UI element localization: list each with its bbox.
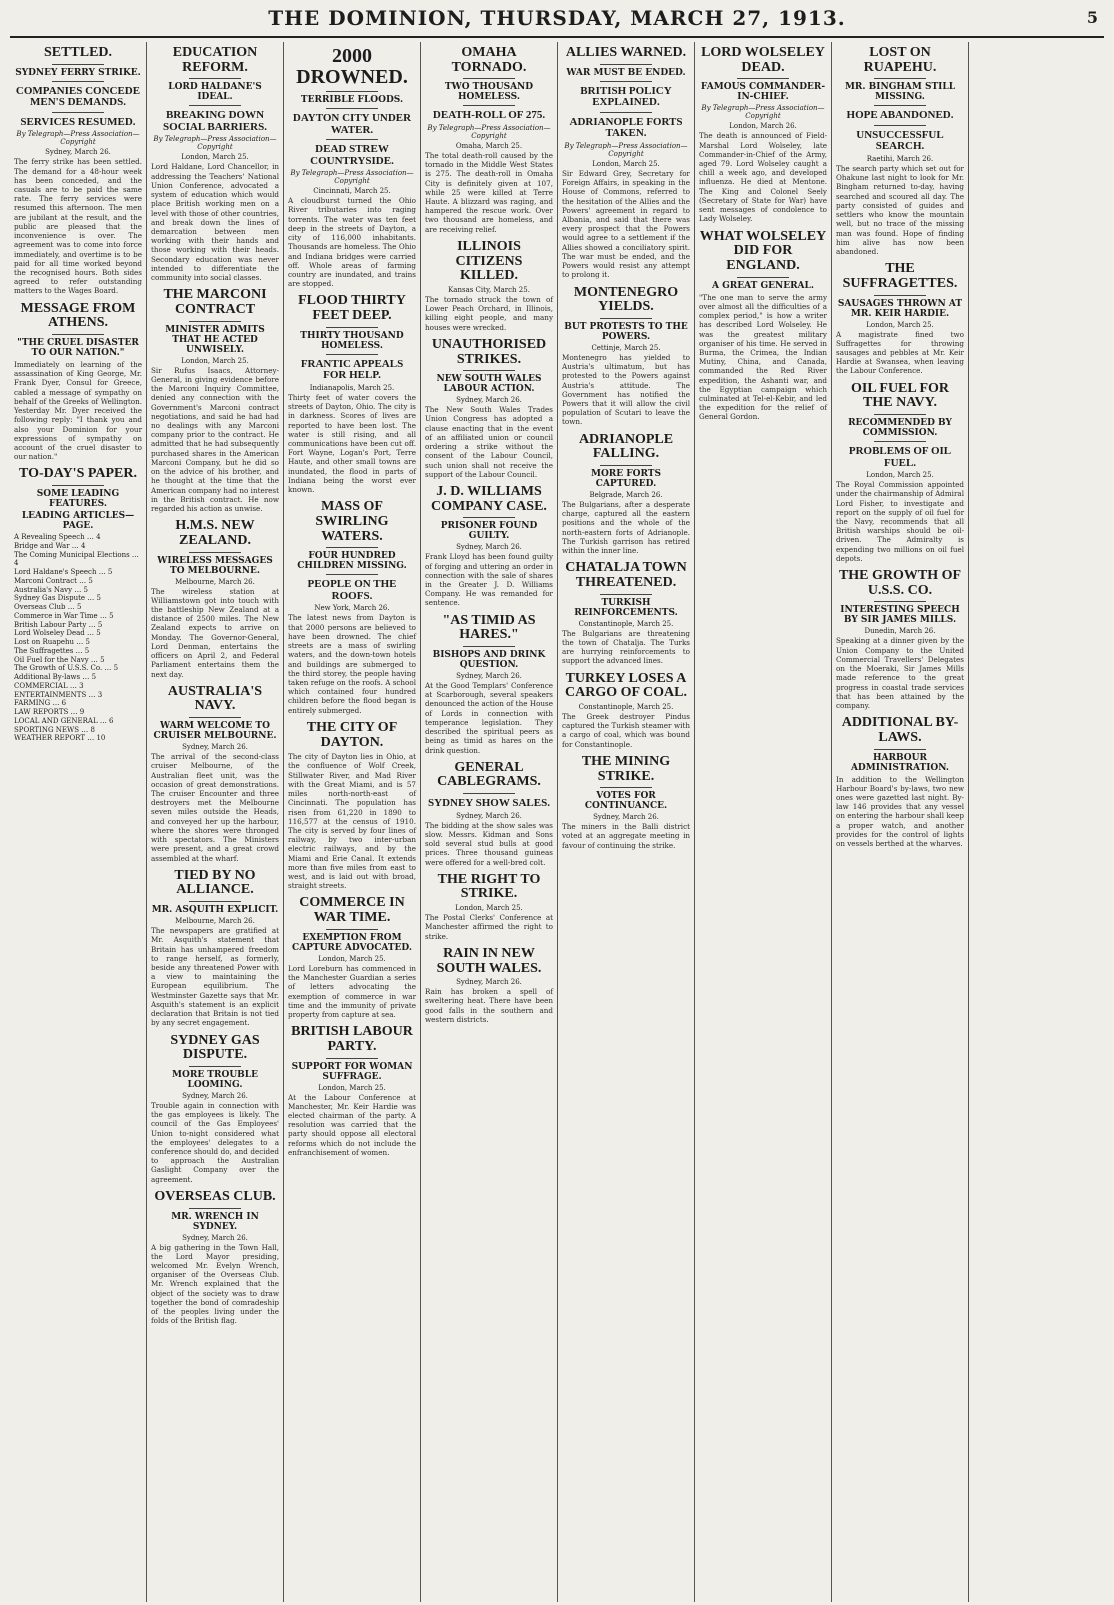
- dateline: London, March 25.: [866, 320, 934, 329]
- dateline: Dunedin, March 26.: [864, 627, 936, 636]
- dateline: Raetihi, March 26.: [866, 155, 934, 164]
- dateline: London, March 25.: [866, 471, 934, 480]
- subdeck: DAYTON CITY UNDER WATER.: [292, 112, 412, 136]
- story: [425, 485, 553, 608]
- body-text: A magistrate fined two Suffragettes for throwing sausages and pebbles at Mr. Keir Hardie at Swansea, when leaving the Labour Conference.: [836, 329, 964, 376]
- body-text: Sir Edward Grey, Secretary for Foreign Affairs, in speaking in the House of Commons, referred to the hesitation of the Allies and the Powers' agreement in regard to Albania, and said that there was every prospect that the Powers would agree to a settlement if the Allies showed a conciliatory spirit. The war must be ended, and the Powers would resist any attempt to prolong it.: [562, 168, 690, 280]
- subdeck: PEOPLE ON THE ROOFS.: [307, 578, 397, 602]
- credit-line: By Telegraph—Press Association—Copyright: [153, 135, 277, 152]
- rule: [874, 125, 925, 126]
- rule: [874, 78, 925, 79]
- headline: FLOOD THIRTY FEET DEEP.: [298, 293, 406, 324]
- contents-item: Lost on Ruapehu … 5: [14, 638, 90, 647]
- headline: CHATALJA TOWN THREATENED.: [565, 560, 687, 590]
- body-text: In addition to the Wellington Harbour Board's by-laws, two new ones were gazetted last night. By-law 146 provides that any vessel on entering the harbour shall keep a proper watch, and another provides for the control of lights on vessels berthed at the wharves.: [836, 774, 964, 849]
- subdeck: BREAKING DOWN SOCIAL BARRIERS.: [163, 109, 267, 133]
- rule: [52, 64, 103, 65]
- rule: [52, 485, 103, 486]
- rule: [600, 112, 651, 113]
- subdeck: PROBLEMS OF OIL FUEL.: [848, 445, 952, 469]
- story: [562, 561, 690, 665]
- subhead: SERVICES RESUMED.: [20, 115, 136, 128]
- story: [836, 569, 964, 710]
- deck: TERRIBLE FLOODS.: [300, 95, 404, 105]
- contents-item: Lord Wolseley Dead … 5: [14, 629, 101, 638]
- subhead: ADRIANOPLE FORTS TAKEN.: [569, 115, 683, 140]
- column-2: [147, 42, 284, 1602]
- story: [151, 46, 279, 282]
- contents-item: British Labour Party … 5: [14, 620, 103, 629]
- story: [562, 755, 690, 850]
- deck: WAR MUST BE ENDED.: [566, 67, 686, 78]
- story: [562, 46, 690, 280]
- headline: RAIN IN NEW SOUTH WALES.: [436, 945, 542, 976]
- contents-item: Oil Fuel for the Navy … 5: [14, 655, 105, 664]
- body-text: The bidding at the show sales was slow. Messrs. Kidman and Sons sold several stud bulls at good prices. Three thousand guineas were offered for a well-bred colt.: [425, 820, 553, 867]
- dateline: Constantinople, March 25.: [578, 619, 674, 628]
- contents-list: [14, 533, 142, 743]
- rule: [189, 105, 240, 106]
- contents-item: LOCAL AND GENERAL … 6: [14, 716, 114, 725]
- body-text: The ferry strike has been settled. The demand for a 48-hour week has been conceded, and the casuals are to be paid the same rate. The ferry services were resumed this afternoon. The men are jubilant at the result, and the public are pleased that the inconvenience is over. The agreement was to come into force immediately, and overtime is to be paid for all time worked beyond the recognised hours. Both sides agreed to refer outstanding matters to the Wages Board.: [14, 157, 142, 296]
- rule: [326, 108, 377, 109]
- headline: TURKEY LOSES A CARGO OF COAL.: [565, 670, 687, 701]
- story: [151, 685, 279, 863]
- story: [151, 869, 279, 1028]
- headline: ILLINOIS CITIZENS KILLED.: [455, 238, 523, 284]
- story: [288, 896, 416, 1019]
- headline: TO-DAY'S PAPER.: [19, 466, 137, 482]
- story: [836, 716, 964, 848]
- deck: WIRELESS MESSAGES TO MELBOURNE.: [157, 555, 273, 576]
- dateline: London, March 25.: [181, 153, 249, 162]
- dateline: London, March 25.: [318, 1083, 386, 1092]
- credit-line: By Telegraph—Press Association—Copyright: [564, 141, 688, 158]
- headline: OMAHA TORNADO.: [451, 45, 527, 75]
- page-number: 5: [1086, 8, 1098, 27]
- story: [425, 338, 553, 479]
- dateline: Sydney, March 26.: [456, 978, 522, 987]
- rule: [463, 78, 514, 79]
- story: [288, 46, 416, 288]
- contents-item: ENTERTAINMENTS … 3: [14, 690, 103, 699]
- rule: [326, 547, 377, 548]
- subdeck: COMPANIES CONCEDE MEN'S DEMANDS.: [15, 84, 141, 109]
- rule: [874, 295, 925, 296]
- masthead-title: THE DOMINION, THURSDAY, MARCH 27, 1913.: [268, 6, 846, 30]
- deck: WARM WELCOME TO CRUISER MELBOURNE.: [153, 721, 277, 742]
- headline: OVERSEAS CLUB.: [154, 1188, 276, 1204]
- contents-item: FARMING … 6: [14, 699, 67, 708]
- dateline: Omaha, March 25.: [455, 141, 523, 150]
- subdeck: FRANTIC APPEALS FOR HELP.: [300, 357, 404, 382]
- rule: [600, 318, 651, 319]
- subdeck: BRITISH POLICY EXPLAINED.: [580, 84, 672, 109]
- dateline: Constantinople, March 25.: [578, 702, 674, 711]
- deck: MR. WRENCH IN SYDNEY.: [171, 1211, 259, 1232]
- deck: PRISONER FOUND GUILTY.: [440, 521, 538, 542]
- headline: LORD WOLSELEY DEAD.: [701, 45, 825, 75]
- deck: A GREAT GENERAL.: [711, 280, 815, 291]
- headline: TIED BY NO ALLIANCE.: [174, 867, 256, 898]
- rule: [874, 105, 925, 106]
- story: [14, 467, 142, 743]
- body-text: The newspapers are gratified at Mr. Asquith's statement that Britain has unhampered freedom to range herself, as formerly, beside any threatened Power with a view to maintaining the European equilibrium. The Westminster Gazette says that Mr. Asquith's statement is an explicit declaration that Britain is not tied by any secret engagement.: [151, 926, 279, 1028]
- body-text: The city of Dayton lies in Ohio, at the confluence of Wolf Creek, Stillwater River, and Mad River with the Great Miami, and is 57 miles north-north-east of Cincinnati. The population has risen from 61,220 in 1890 to 116,577 at the census of 1910. The city is served by four lines of railway, by two inter-urban electric railways, and by the Miami and Erie Canal. It extends more than five miles from east to west, and is laid out with broad, straight streets.: [288, 752, 416, 891]
- deck: SOME LEADING FEATURES.: [36, 489, 120, 510]
- body-text: The total death-roll caused by the tornado in the Middle West States is 275. The death-roll in Omaha City is definitely given at 107, while 25 were killed at Terre Haute. A blizzard was raging, and hampered the rescue work. Over two thousand are homeless, and are receiving relief.: [425, 150, 553, 234]
- body-text: Rain has broken a spell of sweltering heat. There have been good falls in the southern and western districts.: [425, 987, 553, 1024]
- contents-item: A Revealing Speech … 4: [14, 533, 101, 542]
- contents-item: Commerce in War Time … 5: [14, 611, 114, 620]
- contents-item: Australia's Navy … 5: [14, 585, 88, 594]
- contents-item: WEATHER REPORT … 10: [14, 734, 106, 743]
- contents-item: Bridge and War … 4: [14, 541, 86, 550]
- dateline: Sydney, March 26.: [182, 743, 248, 752]
- headline: ADRIANOPLE FALLING.: [578, 431, 674, 462]
- rule: [463, 517, 514, 518]
- deck: MR. ASQUITH EXPLICIT.: [151, 905, 279, 916]
- dateline: Melbourne, March 26.: [175, 577, 255, 586]
- body-text: The Bulgarians, after a desperate charge, captured all the eastern positions and the whole of the north-eastern forts of Adrianople. The Turkish garrison has retired within the inner line.: [562, 500, 690, 556]
- rule: [463, 646, 514, 647]
- headline: ADDITIONAL BY-LAWS.: [841, 715, 959, 745]
- dateline: Sydney, March 26.: [182, 1233, 248, 1242]
- rule: [189, 1066, 240, 1067]
- subdeck: SYDNEY SHOW SALES.: [428, 797, 550, 810]
- headline: MONTENEGRO YIELDS.: [573, 284, 679, 315]
- deck: EXEMPTION FROM CAPTURE ADVOCATED.: [291, 932, 413, 953]
- contents-item: Additional By-laws … 5: [14, 673, 97, 682]
- rule: [189, 552, 240, 553]
- body-text: The search party which set out for Ohakune last night to look for Mr. Bingham returned to-day, having searched and scoured all day. The party consisted of guides and settlers who know the mountain well, but no trace of the missing man was found. Hope of finding him alive has now been abandoned.: [836, 164, 964, 256]
- story: [699, 46, 827, 224]
- headline: 2000 DROWNED.: [296, 45, 408, 88]
- story: [288, 294, 416, 494]
- story: [425, 761, 553, 867]
- body-text: The wireless station at Williamstown got into touch with the battleship New Zealand at a distance of 2500 miles. The New Zealand expects to arrive on Monday. The Governor-General, Lord Denman, entertains the officers on April 2, and Federal Parliament entertains them the next day.: [151, 586, 279, 679]
- rule: [52, 334, 103, 335]
- story: [288, 1025, 416, 1157]
- headline: MASS OF SWIRLING WATERS.: [315, 499, 389, 544]
- headline: EDUCATION REFORM.: [172, 45, 258, 75]
- credit-line: By Telegraph—Press Association—Copyright: [427, 123, 551, 140]
- deck: INTERESTING SPEECH BY SIR JAMES MILLS.: [840, 605, 960, 626]
- toc-heading: LEADING ARTICLES— PAGE.: [21, 511, 135, 532]
- story: [151, 519, 279, 679]
- body-text: Montenegro has yielded to Austria's ultimatum, but has protested to the Powers against Austria's attitude. The Government has notified the Powers that it will allow the civil population of Scutari to leave the town.: [562, 352, 690, 427]
- dateline: London, March 25.: [318, 954, 386, 963]
- rule: [463, 370, 514, 371]
- rule: [326, 327, 377, 328]
- dateline: Cettinje, March 25.: [591, 343, 661, 352]
- body-text: At the Labour Conference at Manchester, Mr. Keir Hardie was elected chairman of the party. A resolution was carried that the party should oppose all electoral reforms which do not include the enfranchisement of women.: [288, 1092, 416, 1157]
- body-text: The Bulgarians are threatening the town of Chatalja. The Turks are hurrying reinforcements to support the advanced lines.: [562, 628, 690, 666]
- headline: BRITISH LABOUR PARTY.: [291, 1024, 413, 1054]
- dateline: London, March 25.: [181, 356, 249, 365]
- rule: [326, 929, 377, 930]
- headline: LOST ON RUAPEHU.: [863, 45, 937, 75]
- contents-item: LAW REPORTS … 9: [14, 708, 85, 717]
- rule: [326, 574, 377, 575]
- body-text: The Royal Commission appointed under the chairmanship of Admiral Lord Fisher, to investigate and report on the supply of oil fuel for the Navy, recommends that all British warships should be oil-driven. The Admiralty is expending two millions on oil fuel depots.: [836, 480, 964, 563]
- rule: [326, 139, 377, 140]
- deck: SAUSAGES THROWN AT MR. KEIR HARDIE.: [837, 298, 963, 319]
- dateline: New York, March 26.: [314, 604, 390, 613]
- story: [562, 672, 690, 749]
- rule: [874, 749, 925, 750]
- rule: [600, 465, 651, 466]
- body-text: The tornado struck the town of Lower Peach Orchard, in Illinois, killing eight people, and many houses were wrecked.: [425, 294, 553, 332]
- deck: HARBOUR ADMINISTRATION.: [850, 752, 950, 773]
- story: [425, 46, 553, 234]
- body-text: The arrival of the second-class cruiser Melbourne, of the Australian fleet unit, was the occasion of great demonstrations. The cruiser Encounter and three destroyers met the Melbourne seven miles outside the Heads, and conveyed her up the harbour, where the shores were thronged with spectators. The Ministers were present, and a great crowd assembled at the wharf.: [151, 752, 279, 863]
- dateline: Sydney, March 26.: [45, 148, 111, 157]
- headline: THE GROWTH OF U.S.S. CO.: [838, 568, 962, 598]
- rule: [189, 321, 240, 322]
- contents-item: The Coming Municipal Elections … 4: [14, 550, 139, 568]
- dateline: Cincinnati, March 25.: [313, 187, 391, 196]
- body-text: Sir Rufus Isaacs, Attorney-General, in giving evidence before the Marconi Inquiry Committee, denied any connection with the Government's Marconi contract negotiations, and said he had had no dealings with any Marconi company prior to the contract. He admitted that he had subsequently purchased shares in the American Marconi Company, but he did so on the advice of his brother, and he thought at the time that the American company had no interest in the British contract. He now regarded his action as unwise.: [151, 365, 279, 513]
- deck: MR. BINGHAM STILL MISSING.: [844, 82, 956, 103]
- body-text: The New South Wales Trades Union Congress has adopted a clause enacting that in the event of an affiliated union or council ordering a strike without the consent of the Labour Council, such union shall not receive the support of the Labour Council.: [425, 405, 553, 479]
- dateline: Sydney, March 26.: [182, 1091, 248, 1100]
- rule: [326, 91, 377, 92]
- deck: THIRTY THOUSAND HOMELESS.: [300, 330, 404, 351]
- body-text: Immediately on learning of the assassination of King George, Mr. Frank Dyer, Consul for Greece, cabled a message of sympathy on behalf of the Greeks of Wellington. Yesterday Mr. Dyer received the following reply: "I thank you and also your Dominion for your expressions of sympathy on account of the cruel disaster to our nation.": [14, 359, 142, 462]
- deck: RECOMMENDED BY COMMISSION.: [848, 418, 952, 439]
- rule: [874, 601, 925, 602]
- body-text: The latest news from Dayton is that 2000 persons are believed to have been drowned. The chief streets are a mass of swirling waters, and the down-town hotels and buildings are submerged to the third storey, the people having taken refuge on the roofs. A school which contained four hundred children before the flood began is entirely submerged.: [288, 613, 416, 715]
- rule: [600, 64, 651, 65]
- contents-item: Overseas Club … 5: [14, 603, 82, 612]
- story: [425, 240, 553, 332]
- dateline: Sydney, March 26.: [456, 396, 522, 405]
- dateline: London, March 26.: [729, 122, 797, 131]
- deck: MORE FORTS CAPTURED.: [590, 469, 662, 489]
- story: [14, 46, 142, 296]
- contents-item: SPORTING NEWS … 8: [14, 725, 95, 734]
- story: [699, 230, 827, 422]
- rule: [189, 901, 240, 902]
- body-text: The Postal Clerks' Conference at Manchester affirmed the right to strike.: [425, 913, 553, 941]
- deck: FOUR HUNDRED CHILDREN MISSING.: [297, 551, 407, 572]
- body-text: Thirty feet of water covers the streets of Dayton, Ohio. The city is in darkness. Scores of lives are reported to have been lost. The water is still rising, and all communications have been cut off. Fort Wayne, Logan's Port, Terre Haute, and other small towns are inundated, the flood in parts of Indiana being the worst ever known.: [288, 392, 416, 495]
- deck: VOTES FOR CONTINUANCE.: [584, 791, 668, 812]
- body-text: The miners in the Balli district voted at an aggregate meeting in favour of continuing the strike.: [562, 822, 690, 850]
- rule: [600, 594, 651, 595]
- column-1: [10, 42, 147, 1602]
- headline: THE CITY OF DAYTON.: [306, 719, 398, 750]
- body-text: Trouble again in connection with the gas employees is likely. The council of the Gas Employees' Union to-night considered what the employees' delegates to a conference should do, and decided to approach the Australian Gaslight Company over the agreement.: [151, 1100, 279, 1184]
- body-text: Lord Loreburn has commenced in the Manchester Guardian a series of letters advocating the exemption of commerce in war time and the immunity of private property from capture at sea.: [288, 963, 416, 1019]
- deck: "THE CRUEL DISASTER TO OUR NATION.": [17, 337, 139, 358]
- deck: MINISTER ADMITS THAT HE ACTED UNWISELY.: [165, 324, 265, 355]
- headline: THE SUFFRAGETTES.: [842, 261, 958, 291]
- story: [836, 46, 964, 256]
- body-text: "The one man to serve the army over almost all the difficulties of a complex period," is how a writer has described Lord Wolseley. He was the greatest military organiser of his time. He served in Burma, the Crimea, the Indian Mutiny, China, and Canada, commanded the Red River expedition, the Ashanti war, and the Egyptian campaign which culminated at Tel-el-Kebir, and led the expedition for the relief of General Gordon.: [699, 292, 827, 422]
- deck: NEW SOUTH WALES LABOUR ACTION.: [436, 374, 542, 395]
- headline: OIL FUEL FOR THE NAVY.: [850, 380, 950, 411]
- rule: [874, 414, 925, 415]
- deck: SYDNEY FERRY STRIKE.: [15, 67, 141, 78]
- headline: SETTLED.: [43, 45, 113, 60]
- rule: [874, 441, 925, 442]
- dateline: Sydney, March 26.: [593, 813, 659, 822]
- rule: [52, 81, 103, 82]
- subhead: DEAD STREW COUNTRYSIDE.: [310, 143, 394, 167]
- story: [425, 947, 553, 1024]
- contents-item: Lord Haldane's Speech … 5: [14, 568, 113, 577]
- headline: J. D. WILLIAMS COMPANY CASE.: [431, 483, 547, 514]
- body-text: A cloudburst turned the Ohio River tributaries into raging torrents. The water was ten feet deep in the streets of Dayton, a city of 116,000 inhabitants. Thousands are homeless. The Ohio and Indiana bridges were carried off. Whole areas of farming country are inundated, and trains are stopped.: [288, 196, 416, 289]
- body-text: Lord Haldane, Lord Chancellor, in addressing the Teachers' National Union Conference, advocated a system of education which would place British working men on a level with those of other countries, and break down the lines of demarcation between men working with their hands and those working with their heads. Secondary education was never intended to differentiate the community into social classes.: [151, 162, 279, 283]
- headline: THE RIGHT TO STRIKE.: [437, 871, 541, 902]
- columns: [10, 42, 1104, 1602]
- column-4: [421, 42, 558, 1602]
- subhead: UNSUCCESSFUL SEARCH.: [856, 128, 944, 153]
- story: [151, 288, 279, 513]
- deck: BISHOPS AND DRINK QUESTION.: [432, 650, 546, 671]
- rule: [463, 793, 514, 794]
- rule: [52, 112, 103, 113]
- contents-item: Marconi Contract … 5: [14, 576, 93, 585]
- column-7: [832, 42, 969, 1602]
- rule: [189, 78, 240, 79]
- contents-item: The Growth of U.S.S. Co. … 5: [14, 664, 119, 673]
- dateline: Indianapolis, March 25.: [309, 383, 395, 392]
- story: [14, 302, 142, 462]
- story: [151, 1190, 279, 1326]
- headline: ALLIES WARNED.: [565, 45, 687, 60]
- column-5: [558, 42, 695, 1602]
- contents-item: COMMERCIAL … 3: [14, 681, 84, 690]
- headline: THE MARCONI CONTRACT: [163, 287, 267, 317]
- headline: UNAUTHORISED STRIKES.: [431, 336, 547, 367]
- headline: "AS TIMID AS HARES.": [442, 612, 536, 643]
- rule: [326, 1058, 377, 1059]
- deck: BUT PROTESTS TO THE POWERS.: [564, 321, 688, 342]
- subdeck: DEATH-ROLL OF 275.: [432, 109, 546, 122]
- headline: MESSAGE FROM ATHENS.: [20, 300, 136, 331]
- rule: [600, 787, 651, 788]
- contents-item: The Suffragettes … 5: [14, 646, 90, 655]
- column-3: [284, 42, 421, 1602]
- subdeck: HOPE ABANDONED.: [846, 109, 954, 122]
- story: [425, 873, 553, 941]
- headline: THE MINING STRIKE.: [581, 753, 671, 784]
- column-6: [695, 42, 832, 1602]
- headline: WHAT WOLSELEY DID FOR ENGLAND.: [699, 228, 827, 273]
- dateline: London, March 25.: [455, 904, 523, 913]
- rule: [737, 277, 788, 278]
- contents-item: Sydney Gas Dispute … 5: [14, 594, 101, 603]
- story: [836, 262, 964, 375]
- dateline: Melbourne, March 26.: [175, 917, 255, 926]
- headline: SYDNEY GAS DISPUTE.: [170, 1032, 260, 1063]
- body-text: The death is announced of Field-Marshal Lord Wolseley, late Commander-in-Chief of the Army, aged 79. Lord Wolseley caught a chill a week ago, and developed influenza. He died at Mentone. The King and Colonel Seely (Secretary of State for War) have sent messages of condolence to Lady Wolseley.: [699, 131, 827, 224]
- dateline: Belgrade, March 26.: [589, 491, 663, 499]
- credit-line: By Telegraph—Press Association—Copyright: [701, 104, 825, 121]
- headline: AUSTRALIA'S NAVY.: [167, 683, 263, 714]
- column-8: [969, 42, 1106, 1602]
- deck: TURKISH REINFORCEMENTS.: [574, 597, 678, 618]
- rule: [463, 105, 514, 106]
- story: [562, 286, 690, 427]
- dateline: Kansas City, March 25.: [448, 285, 530, 294]
- dateline: Sydney, March 26.: [456, 672, 522, 681]
- dateline: London, March 25.: [592, 159, 660, 168]
- story: [288, 721, 416, 891]
- body-text: The Greek destroyer Pindus captured the Turkish steamer with a cargo of coal, which was bound for Constantinople.: [562, 711, 690, 749]
- story: [562, 433, 690, 556]
- deck: MORE TROUBLE LOOMING.: [172, 1069, 258, 1090]
- body-text: Speaking at a dinner given by the Union Company to the United Commercial Travellers' Delegates on the Moeraki, Sir James Mills made reference to the great progress in coastal trade services that has been attained by the company.: [836, 636, 964, 711]
- credit-line: By Telegraph—Press Association—Copyright: [16, 130, 140, 147]
- dateline: Sydney, March 26.: [456, 543, 522, 552]
- deck: LORD HALDANE'S IDEAL.: [168, 82, 262, 103]
- body-text: A big gathering in the Town Hall, the Lord Mayor presiding, welcomed Mr. Evelyn Wrench, organiser of the Overseas Club. Mr. Wrench explained that the object of the society was to draw together the bond of comradeship of the peoples living under the folds of the British flag.: [151, 1242, 279, 1326]
- deck: SUPPORT FOR WOMAN SUFFRAGE.: [291, 1061, 413, 1082]
- headline: H.M.S. NEW ZEALAND.: [175, 518, 255, 548]
- headline: GENERAL CABLEGRAMS.: [437, 759, 541, 790]
- rule: [326, 354, 377, 355]
- rule: [600, 81, 651, 82]
- credit-line: By Telegraph—Press Association—Copyright: [290, 169, 414, 186]
- masthead: [10, 0, 1104, 38]
- rule: [189, 1208, 240, 1209]
- dateline: Sydney, March 26.: [456, 811, 522, 820]
- body-text: Frank Lloyd has been found guilty of forging and uttering an order in connection with the sale of shares in the Greater J. D. Williams Company. He was remanded for sentence.: [425, 552, 553, 608]
- story: [425, 614, 553, 755]
- headline: COMMERCE IN WAR TIME.: [299, 895, 405, 926]
- rule: [189, 717, 240, 718]
- story: [151, 1034, 279, 1184]
- deck: TWO THOUSAND HOMELESS.: [444, 82, 534, 103]
- story: [836, 382, 964, 563]
- rule: [737, 78, 788, 79]
- deck: FAMOUS COMMANDER-IN-CHIEF.: [700, 82, 826, 103]
- body-text: At the Good Templars' Conference at Scarborough, several speakers denounced the action of the House of Lords in connection with temperance legislation. They described the spiritual peers as being as timid as hares on the drink question.: [425, 681, 553, 755]
- story: [288, 500, 416, 715]
